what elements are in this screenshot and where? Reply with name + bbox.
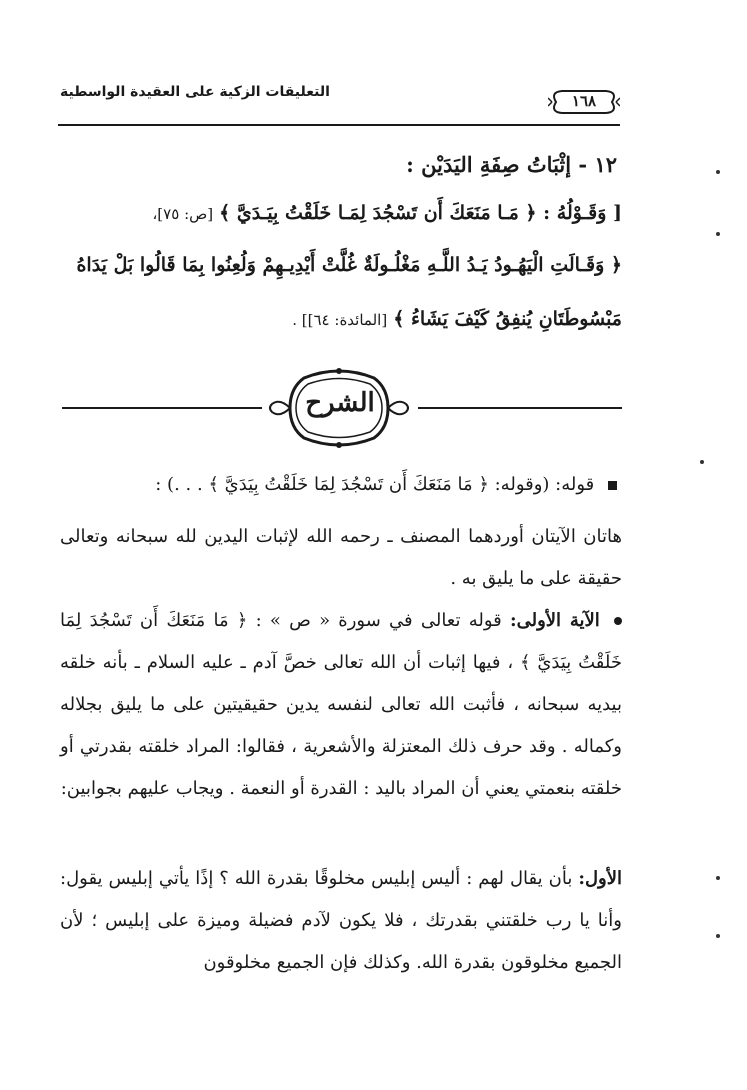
sharh-quote-1	[155, 474, 617, 495]
matn-line-2: ﴿ وَقَـالَتِ الْيَهُـودُ يَـدُ اللَّـهِ مَغْلُـولَةٌ غُلَّتْ أَيْدِيـهِمْ وَلُعِنُوا بِمَا قَالُوا بَلْ يَدَاهُ	[76, 254, 622, 276]
running-header-title: التعليقات الزكية على العقيدة الواسطية	[60, 84, 330, 100]
sharh-quote-1-text: قوله: (وقوله: ﴿ مَا مَنَعَكَ أَن تَسْجُدَ لِمَا خَلَقْتُ بِيَدَيَّ ﴾ . . .) :	[155, 474, 595, 495]
sharh-paragraph-2-label: الآية الأولى:	[509, 610, 600, 631]
sharh-paragraph-2	[60, 600, 622, 810]
margin-speck	[716, 876, 720, 880]
section-rule-left	[62, 407, 262, 409]
matn-line-3	[292, 308, 622, 330]
margin-speck	[700, 460, 704, 464]
margin-speck	[716, 934, 720, 938]
margin-speck	[716, 170, 720, 174]
margin-speck	[716, 232, 720, 236]
round-bullet-icon	[614, 617, 622, 625]
header-rule	[58, 124, 620, 126]
matn-heading: ١٢ - إثْبَاتُ صِفَةِ اليَدَيْن :	[406, 152, 617, 177]
matn-line-1-ref: [ص: ٧٥]،	[152, 205, 214, 223]
sharh-paragraph-3-text: بأن يقال لهم : أليس إبليس مخلوقًا بقدرة الله ؟ إذًا يأتي إبليس يقول: وأنا يا رب خلقتني بقدرتك ، فلا يكون لآدم فضيلة وميزة على إبليس ؛ لأن الجميع مخلوقون بقدرة الله. وكذلك فإن الجميع مخلوقون	[60, 868, 622, 973]
sharh-paragraph-1: هاتان الآيتان أوردهما المصنف ـ رحمه الله لإثبات اليدين لله سبحانه وتعالى حقيقة على ما يليق به .	[60, 526, 622, 589]
square-bullet-icon	[608, 481, 617, 490]
page-number: ١٦٨	[571, 92, 597, 110]
matn-line-3-text: مَبْسُوطَتَانِ يُنفِقُ كَيْفَ يَشَاءُ ﴾	[393, 308, 622, 330]
sharh-paragraph-3	[60, 858, 622, 984]
matn-line-3-ref: [المائدة: ٦٤]] .	[292, 311, 388, 329]
matn-line-1-text: [ وَقَـوْلُهُ : ﴿ مَـا مَنَعَكَ أَن تَسْجُدَ لِمَـا خَلَقْتُ بِيَـدَيَّ ﴾	[219, 202, 622, 224]
section-title-sharh: الشرح	[305, 388, 375, 418]
sharh-paragraph-3-label: الأول:	[578, 868, 622, 889]
section-rule-right	[418, 407, 622, 409]
matn-line-1	[152, 202, 622, 224]
sharh-paragraph-2-text: قوله تعالى في سورة « ص » : ﴿ مَا مَنَعَكَ أَن تَسْجُدَ لِمَا خَلَقْتُ بِيَدَيَّ ﴾ ، فيها إثبات أن الله تعالى خصَّ آدم ـ عليه السلام ـ بأنه خلقه بيديه سبحانه ، فأثبت الله تعالى لنفسه يدين حقيقيتين على ما يليق بجلاله وكماله . وقد حرف ذلك المعتزلة والأشعرية ، فقالوا: المراد خلقته بقدرتي أو خلقته بنعمتي يعني أن المراد باليد : القدرة أو النعمة . ويجاب عليهم بجوابين:	[60, 610, 622, 799]
